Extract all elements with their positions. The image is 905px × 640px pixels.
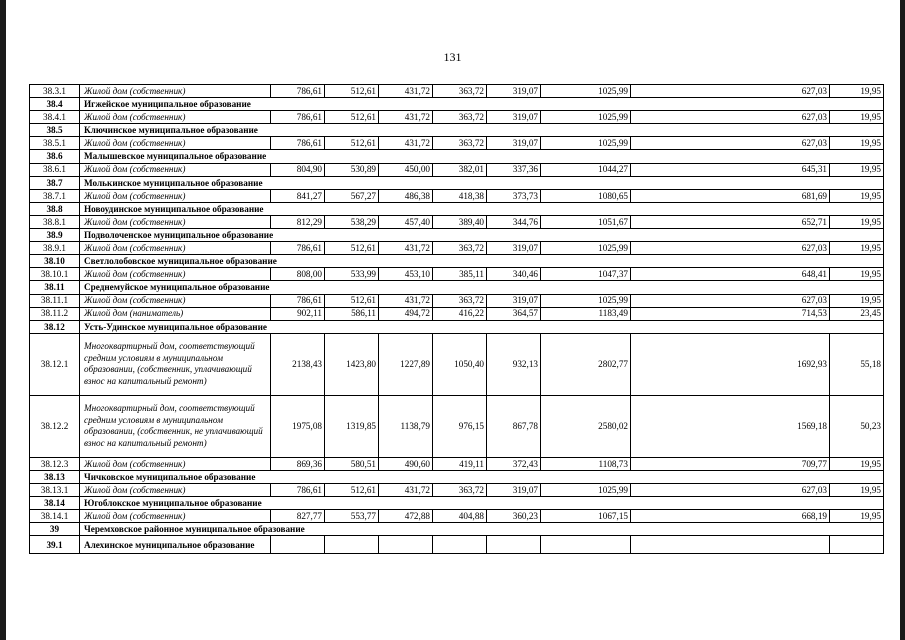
value-cell: 1047,37 — [541, 268, 631, 281]
empty-cell — [379, 536, 433, 554]
value-cell: 1025,99 — [541, 242, 631, 255]
value-cell: 55,18 — [830, 333, 884, 395]
value-cell: 360,23 — [487, 510, 541, 523]
value-cell: 19,95 — [830, 111, 884, 124]
value-cell: 2802,77 — [541, 333, 631, 395]
value-cell: 363,72 — [433, 111, 487, 124]
row-description: Жилой дом (собственник) — [80, 294, 271, 307]
row-description: Жилой дом (собственник) — [80, 457, 271, 470]
value-cell: 867,78 — [487, 395, 541, 457]
value-cell: 1025,99 — [541, 137, 631, 150]
section-code: 38.8 — [30, 202, 80, 215]
section-code: 38.14 — [30, 497, 80, 510]
value-cell: 319,07 — [487, 137, 541, 150]
value-cell: 1138,79 — [379, 395, 433, 457]
table-row — [30, 307, 884, 320]
value-cell: 363,72 — [433, 85, 487, 98]
table-row — [30, 163, 884, 176]
value-cell: 627,03 — [631, 111, 830, 124]
value-cell: 19,95 — [830, 294, 884, 307]
section-title: Малышевское муниципальное образование — [80, 150, 884, 163]
empty-cell — [830, 536, 884, 554]
value-cell: 786,61 — [271, 85, 325, 98]
section-header-row — [30, 470, 884, 483]
value-cell: 431,72 — [379, 242, 433, 255]
value-cell: 319,07 — [487, 85, 541, 98]
value-cell: 804,90 — [271, 163, 325, 176]
value-cell: 512,61 — [325, 294, 379, 307]
section-title: Среднемуйское муниципальное образование — [80, 281, 884, 294]
value-cell: 385,11 — [433, 268, 487, 281]
value-cell: 627,03 — [631, 483, 830, 496]
value-cell: 1227,89 — [379, 333, 433, 395]
value-cell: 431,72 — [379, 137, 433, 150]
value-cell: 416,22 — [433, 307, 487, 320]
value-cell: 869,36 — [271, 457, 325, 470]
value-cell: 681,69 — [631, 189, 830, 202]
section-code: 38.6 — [30, 150, 80, 163]
value-cell: 932,13 — [487, 333, 541, 395]
value-cell: 19,95 — [830, 163, 884, 176]
section-code: 38.12 — [30, 320, 80, 333]
value-cell: 19,95 — [830, 85, 884, 98]
value-cell: 533,99 — [325, 268, 379, 281]
value-cell: 812,29 — [271, 215, 325, 228]
value-cell: 1067,15 — [541, 510, 631, 523]
row-code: 38.12.3 — [30, 457, 80, 470]
row-description: Жилой дом (собственник) — [80, 483, 271, 496]
value-cell: 786,61 — [271, 111, 325, 124]
value-cell: 580,51 — [325, 457, 379, 470]
row-description: Жилой дом (собственник) — [80, 268, 271, 281]
value-cell: 319,07 — [487, 111, 541, 124]
empty-cell — [541, 536, 631, 554]
section-code: 38.11 — [30, 281, 80, 294]
row-description: Жилой дом (собственник) — [80, 189, 271, 202]
value-cell: 976,15 — [433, 395, 487, 457]
value-cell: 512,61 — [325, 137, 379, 150]
value-cell: 786,61 — [271, 242, 325, 255]
value-cell: 382,01 — [433, 163, 487, 176]
section-title: Чичковское муниципальное образование — [80, 470, 884, 483]
value-cell: 340,46 — [487, 268, 541, 281]
table-row — [30, 137, 884, 150]
value-cell: 450,00 — [379, 163, 433, 176]
value-cell: 512,61 — [325, 483, 379, 496]
section-title: Молькинское муниципальное образование — [80, 176, 884, 189]
row-code: 38.12.2 — [30, 395, 80, 457]
value-cell: 431,72 — [379, 85, 433, 98]
value-cell: 1108,73 — [541, 457, 631, 470]
row-description: Жилой дом (собственник) — [80, 510, 271, 523]
value-cell: 841,27 — [271, 189, 325, 202]
value-cell: 627,03 — [631, 137, 830, 150]
section-title: Игжейское муниципальное образование — [80, 98, 884, 111]
row-code: 38.11.2 — [30, 307, 80, 320]
section-title: Черемховское районное муниципальное образование — [80, 523, 884, 536]
section-header-row — [30, 150, 884, 163]
value-cell: 19,95 — [830, 268, 884, 281]
page-number: 131 — [443, 50, 462, 64]
value-cell: 19,95 — [830, 189, 884, 202]
value-cell: 453,10 — [379, 268, 433, 281]
value-cell: 1025,99 — [541, 85, 631, 98]
row-code: 38.8.1 — [30, 215, 80, 228]
scan-edge-right — [900, 0, 905, 640]
section-header-row — [30, 124, 884, 137]
value-cell: 418,38 — [433, 189, 487, 202]
row-description: Жилой дом (собственник) — [80, 242, 271, 255]
scan-edge-left — [0, 0, 6, 640]
value-cell: 431,72 — [379, 294, 433, 307]
empty-cell — [271, 536, 325, 554]
section-title: Югоблокское муниципальное образование — [80, 497, 884, 510]
section-title: Алехинское муниципальное образование — [80, 536, 271, 554]
row-code: 38.9.1 — [30, 242, 80, 255]
value-cell: 319,07 — [487, 294, 541, 307]
empty-cell — [325, 536, 379, 554]
row-code: 38.4.1 — [30, 111, 80, 124]
section-code: 38.5 — [30, 124, 80, 137]
section-title: Усть-Удинское муниципальное образование — [80, 320, 884, 333]
value-cell: 1025,99 — [541, 294, 631, 307]
value-cell: 1423,80 — [325, 333, 379, 395]
value-cell: 1051,67 — [541, 215, 631, 228]
table-row — [30, 457, 884, 470]
value-cell: 714,53 — [631, 307, 830, 320]
value-cell: 19,95 — [830, 215, 884, 228]
value-cell: 389,40 — [433, 215, 487, 228]
empty-cell — [433, 536, 487, 554]
value-cell: 419,11 — [433, 457, 487, 470]
value-cell: 373,73 — [487, 189, 541, 202]
row-description: Многоквартирный дом, соответствующий средним условиям в муниципальном образовании, (собственник, не уплачивающий взнос на капитальный ремонт) — [80, 395, 271, 457]
value-cell: 19,95 — [830, 457, 884, 470]
row-code: 38.11.1 — [30, 294, 80, 307]
value-cell: 1044,27 — [541, 163, 631, 176]
value-cell: 2580,02 — [541, 395, 631, 457]
section-header-row — [30, 176, 884, 189]
value-cell: 709,77 — [631, 457, 830, 470]
value-cell: 2138,43 — [271, 333, 325, 395]
value-cell: 786,61 — [271, 137, 325, 150]
value-cell: 319,07 — [487, 483, 541, 496]
section-code: 38.4 — [30, 98, 80, 111]
value-cell: 512,61 — [325, 242, 379, 255]
value-cell: 902,11 — [271, 307, 325, 320]
section-code: 39.1 — [30, 536, 80, 554]
value-cell: 364,57 — [487, 307, 541, 320]
row-code: 38.5.1 — [30, 137, 80, 150]
section-header-row — [30, 320, 884, 333]
value-cell: 808,00 — [271, 268, 325, 281]
value-cell: 19,95 — [830, 242, 884, 255]
value-cell: 627,03 — [631, 294, 830, 307]
row-code: 38.6.1 — [30, 163, 80, 176]
value-cell: 372,43 — [487, 457, 541, 470]
value-cell: 23,45 — [830, 307, 884, 320]
section-header-row — [30, 281, 884, 294]
section-header-row — [30, 202, 884, 215]
section-title: Светлолобовское муниципальное образование — [80, 255, 884, 268]
table-row — [30, 483, 884, 496]
value-cell: 363,72 — [433, 294, 487, 307]
value-cell: 668,19 — [631, 510, 830, 523]
value-cell: 1975,08 — [271, 395, 325, 457]
section-header-row — [30, 523, 884, 536]
value-cell: 553,77 — [325, 510, 379, 523]
section-title: Ключинское муниципальное образование — [80, 124, 884, 137]
value-cell: 1050,40 — [433, 333, 487, 395]
value-cell: 404,88 — [433, 510, 487, 523]
value-cell: 512,61 — [325, 85, 379, 98]
empty-cell — [487, 536, 541, 554]
value-cell: 786,61 — [271, 294, 325, 307]
table-row — [30, 510, 884, 523]
value-cell: 586,11 — [325, 307, 379, 320]
value-cell: 363,72 — [433, 137, 487, 150]
value-cell: 652,71 — [631, 215, 830, 228]
value-cell: 486,38 — [379, 189, 433, 202]
value-cell: 1080,65 — [541, 189, 631, 202]
table-row — [30, 294, 884, 307]
row-description: Жилой дом (собственник) — [80, 111, 271, 124]
tariff-table — [29, 84, 884, 554]
row-description: Жилой дом (наниматель) — [80, 307, 271, 320]
section-header-row — [30, 255, 884, 268]
value-cell: 494,72 — [379, 307, 433, 320]
section-code: 38.10 — [30, 255, 80, 268]
value-cell: 827,77 — [271, 510, 325, 523]
value-cell: 363,72 — [433, 242, 487, 255]
value-cell: 1183,49 — [541, 307, 631, 320]
row-description: Жилой дом (собственник) — [80, 85, 271, 98]
value-cell: 337,36 — [487, 163, 541, 176]
row-code: 38.13.1 — [30, 483, 80, 496]
value-cell: 1025,99 — [541, 483, 631, 496]
value-cell: 363,72 — [433, 483, 487, 496]
section-header-row — [30, 229, 884, 242]
value-cell: 50,23 — [830, 395, 884, 457]
row-description: Жилой дом (собственник) — [80, 215, 271, 228]
value-cell: 530,89 — [325, 163, 379, 176]
value-cell: 490,60 — [379, 457, 433, 470]
empty-cell — [631, 536, 830, 554]
row-description: Многоквартирный дом, соответствующий средним условиям в муниципальном образовании, (собственник, уплачивающий взнос на капитальный ремонт) — [80, 333, 271, 395]
section-header-row — [30, 98, 884, 111]
value-cell: 786,61 — [271, 483, 325, 496]
value-cell: 19,95 — [830, 483, 884, 496]
section-code: 38.7 — [30, 176, 80, 189]
table-row — [30, 111, 884, 124]
table-row — [30, 85, 884, 98]
table-row — [30, 242, 884, 255]
value-cell: 1569,18 — [631, 395, 830, 457]
value-cell: 472,88 — [379, 510, 433, 523]
row-code: 38.7.1 — [30, 189, 80, 202]
value-cell: 319,07 — [487, 242, 541, 255]
section-header-row — [30, 536, 884, 554]
value-cell: 645,31 — [631, 163, 830, 176]
section-code: 38.13 — [30, 470, 80, 483]
value-cell: 567,27 — [325, 189, 379, 202]
table-row — [30, 189, 884, 202]
value-cell: 512,61 — [325, 111, 379, 124]
section-code: 38.9 — [30, 229, 80, 242]
value-cell: 648,41 — [631, 268, 830, 281]
table-row — [30, 333, 884, 395]
table-row — [30, 268, 884, 281]
row-code: 38.14.1 — [30, 510, 80, 523]
value-cell: 19,95 — [830, 510, 884, 523]
section-title: Новоудинское муниципальное образование — [80, 202, 884, 215]
row-code: 38.3.1 — [30, 85, 80, 98]
row-code: 38.12.1 — [30, 333, 80, 395]
section-header-row — [30, 497, 884, 510]
table-row — [30, 215, 884, 228]
value-cell: 627,03 — [631, 85, 830, 98]
value-cell: 1025,99 — [541, 111, 631, 124]
value-cell: 19,95 — [830, 137, 884, 150]
value-cell: 538,29 — [325, 215, 379, 228]
value-cell: 457,40 — [379, 215, 433, 228]
value-cell: 627,03 — [631, 242, 830, 255]
row-description: Жилой дом (собственник) — [80, 163, 271, 176]
table-body — [30, 85, 884, 554]
row-code: 38.10.1 — [30, 268, 80, 281]
value-cell: 431,72 — [379, 111, 433, 124]
section-title: Подволоченское муниципальное образование — [80, 229, 884, 242]
value-cell: 1319,85 — [325, 395, 379, 457]
row-description: Жилой дом (собственник) — [80, 137, 271, 150]
value-cell: 344,76 — [487, 215, 541, 228]
value-cell: 1692,93 — [631, 333, 830, 395]
table-row — [30, 395, 884, 457]
section-code: 39 — [30, 523, 80, 536]
value-cell: 431,72 — [379, 483, 433, 496]
